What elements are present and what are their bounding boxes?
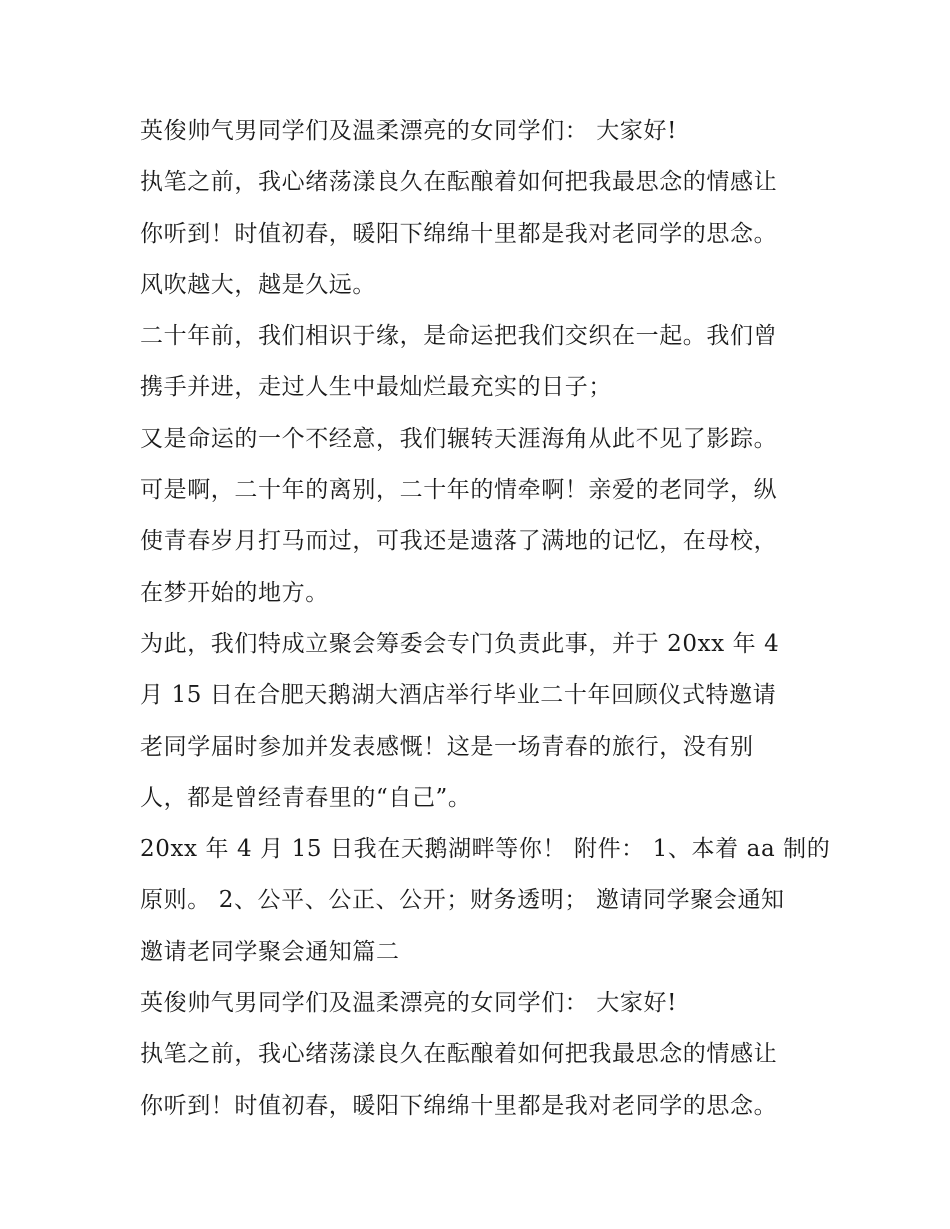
text-line: 英俊帅气男同学们及温柔漂亮的女同学们： 大家好! [140,990,677,1017]
text-line: 执笔之前，我心绪荡漾良久在酝酿着如何把我最思念的情感让 [140,1041,778,1068]
section-heading: 邀请老同学聚会通知篇二 [140,938,400,965]
text-line: 可是啊，二十年的离别，二十年的情牵啊！亲爱的老同学，纵 [140,477,778,504]
text-line: 风吹越大，越是久远。 [140,271,376,298]
text-line: 执笔之前，我心绪荡漾良久在酝酿着如何把我最思念的情感让 [140,169,778,196]
text-line: 你听到！时值初春，暖阳下绵绵十里都是我对老同学的思念。 [140,1092,778,1119]
text-line: 又是命运的一个不经意，我们辗转天涯海角从此不见了影踪。 [140,425,778,452]
text-line: 英俊帅气男同学们及温柔漂亮的女同学们： 大家好! [140,118,677,144]
document-body [140,106,830,1132]
text-line: 老同学届时参加并发表感慨！这是一场青春的旅行，没有别 [140,733,754,760]
text-line: 人，都是曾经青春里的“自己”。 [140,784,472,811]
text-line: 使青春岁月打马而过，可我还是遗落了满地的记忆，在母校， [140,528,778,555]
text-line: 月 15 日在合肥天鹅湖大酒店举行毕业二十年回顾仪式特邀请 [140,682,777,709]
text-line: 为此，我们特成立聚会筹委会专门负责此事，并于 20xx 年 4 [140,630,780,657]
text-line: 你听到！时值初春，暖阳下绵绵十里都是我对老同学的思念。 [140,220,778,247]
text-line: 20xx 年 4 月 15 日我在天鹅湖畔等你！ 附件： 1、本着 aa 制的 [140,836,831,863]
text-line: 携手并进，走过人生中最灿烂最充实的日子； [140,374,612,401]
text-line: 原则。 2、公平、公正、公开；财务透明； 邀请同学聚会通知 [140,887,785,914]
text-line: 二十年前，我们相识于缘，是命运把我们交织在一起。我们曾 [140,323,778,350]
text-line: 在梦开始的地方。 [140,579,329,606]
